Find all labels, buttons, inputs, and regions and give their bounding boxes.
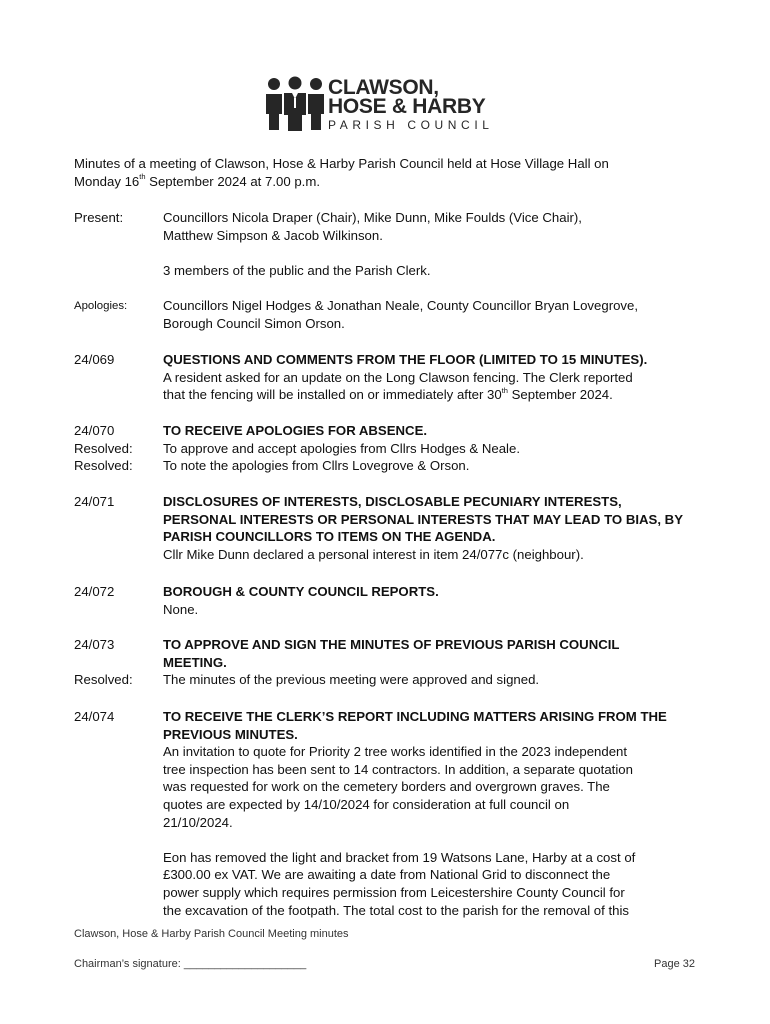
item-heading: QUESTIONS AND COMMENTS FROM THE FLOOR (LIMITED TO 15 MINUTES). (163, 352, 648, 367)
item-number: 24/073 (74, 637, 115, 652)
item-heading: BOROUGH & COUNTY COUNCIL REPORTS. (163, 584, 439, 599)
item-text-line: was requested for work on the cemetery borders and overgrown graves. The (163, 779, 610, 795)
item-heading: PARISH COUNCILLORS TO ITEMS ON THE AGENDA. (163, 529, 496, 545)
resolved-label: Resolved: (74, 672, 133, 688)
item-body (163, 422, 703, 475)
present-line-2: Matthew Simpson & Jacob Wilkinson. (163, 227, 383, 243)
intro-line-2: Monday 16th September 2024 at 7.00 p.m. (74, 172, 320, 189)
resolution-text: The minutes of the previous meeting were approved and signed. (163, 672, 540, 688)
item-heading: PREVIOUS MINUTES. (163, 726, 298, 742)
logo-text-parish-council: PARISH COUNCIL (328, 118, 494, 132)
intro-line-1: Minutes of a meeting of Clawson, Hose & Harby Parish Council held at Hose Village Hall on (74, 156, 609, 171)
item-body (163, 583, 703, 618)
apologies-line-2: Borough Council Simon Orson. (163, 315, 345, 331)
item-number: 24/070 (74, 423, 115, 438)
apologies-text (163, 297, 703, 332)
item-text-line: 21/10/2024. (163, 814, 233, 830)
item-text-line: None. (163, 601, 199, 617)
resolved-label: Resolved: (74, 458, 133, 474)
parish-council-logo (264, 76, 514, 134)
item-number: 24/069 (74, 352, 115, 367)
logo-text-hose-harby: HOSE & HARBY (328, 95, 486, 118)
three-councillors-icon (264, 76, 326, 132)
item-body (163, 493, 703, 563)
item-text-line: power supply which requires permission from Leicestershire County Council for (163, 884, 625, 900)
item-text-line: quotes are expected by 14/10/2024 for consideration at full council on (163, 796, 570, 812)
item-text-line: the excavation of the footpath. The total cost to the parish for the removal of this (163, 902, 629, 918)
item-number: 24/071 (74, 494, 115, 509)
item-number: 24/074 (74, 709, 115, 724)
item-body (163, 708, 723, 919)
item-text-line: A resident asked for an update on the Long Clawson fencing. The Clerk reported (163, 369, 633, 385)
item-body (163, 351, 703, 404)
chairman-signature-line: Chairman’s signature: ____________________ (74, 958, 307, 970)
item-heading: TO RECEIVE THE CLERK’S REPORT INCLUDING MATTERS ARISING FROM THE (163, 709, 667, 724)
item-labels (74, 422, 162, 475)
resolved-label: Resolved: (74, 440, 133, 456)
resolution-text: To approve and accept apologies from Cllrs Hodges & Neale. (163, 440, 520, 456)
item-labels (74, 636, 162, 689)
item-heading: PERSONAL INTERESTS OR PERSONAL INTERESTS THAT MAY LEAD TO BIAS, BY (163, 511, 683, 527)
item-body (163, 636, 703, 689)
present-label: Present: (74, 210, 124, 225)
item-text-line: An invitation to quote for Priority 2 tree works identified in the 2023 independent (163, 744, 628, 760)
apologies-label: Apologies: (74, 300, 128, 312)
page-number: Page 32 (654, 958, 695, 970)
item-text-line: Cllr Mike Dunn declared a personal interest in item 24/077c (neighbour). (163, 546, 584, 562)
item-heading: TO APPROVE AND SIGN THE MINUTES OF PREVIOUS PARISH COUNCIL (163, 637, 620, 652)
present-text (163, 209, 703, 244)
footer-title: Clawson, Hose & Harby Parish Council Meeting minutes (74, 928, 349, 940)
present-line-1: Councillors Nicola Draper (Chair), Mike Dunn, Mike Foulds (Vice Chair), (163, 210, 582, 225)
item-text-line: that the fencing will be installed on or immediately after 30th September 2024. (163, 385, 613, 403)
intro-paragraph (74, 155, 704, 190)
item-heading: DISCLOSURES OF INTERESTS, DISCLOSABLE PECUNIARY INTERESTS, (163, 494, 622, 509)
public-attendance-text: 3 members of the public and the Parish Clerk. (163, 263, 431, 278)
item-heading: MEETING. (163, 654, 227, 670)
item-number: 24/072 (74, 584, 115, 599)
item-heading: TO RECEIVE APOLOGIES FOR ABSENCE. (163, 423, 428, 438)
logo-text-clawson: CLAWSON, (328, 76, 439, 99)
resolution-text: To note the apologies from Cllrs Lovegrove & Orson. (163, 458, 470, 474)
item-text-line: Eon has removed the light and bracket from 19 Watsons Lane, Harby at a cost of (163, 849, 636, 865)
item-text-line: tree inspection has been sent to 14 contractors. In addition, a separate quotation (163, 761, 633, 777)
item-text-line: £300.00 ex VAT. We are awaiting a date from National Grid to disconnect the (163, 867, 611, 883)
apologies-line-1: Councillors Nigel Hodges & Jonathan Neale, County Councillor Bryan Lovegrove, (163, 298, 639, 313)
